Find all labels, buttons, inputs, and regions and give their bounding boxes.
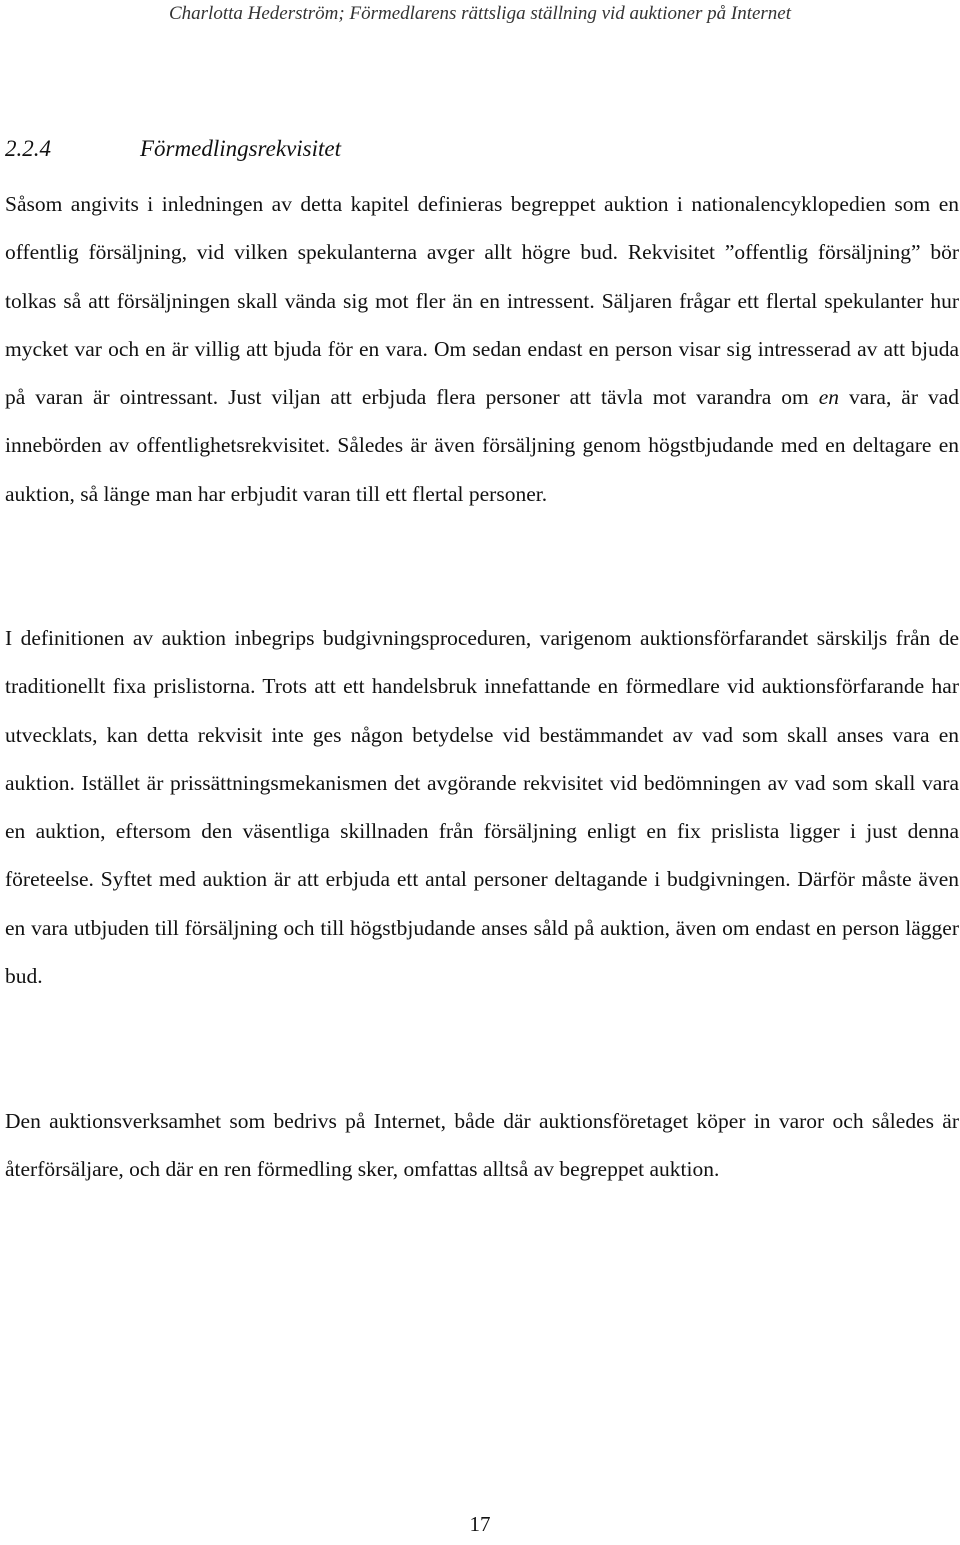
running-header: Charlotta Hederström; Förmedlarens rättsliga ställning vid auktioner på Internet [168, 3, 792, 24]
emphasized-word: en [818, 385, 840, 410]
paragraph-text: Såsom angivits i inledningen av detta kapitel definieras begreppet auktion i nationalencyklopedien som en offentlig försäljning, vid vilken spekulanterna avger allt högre bud. Rekvisitet ”offentlig försäljning” bör tolkas så att försäljningen skall vända sig mot fler än en intressent. Säljaren frågar ett flertal spekulanter hur mycket var och en är villig att bjuda för en vara. Om sedan endast en person visar sig intresserad av att bjuda på varan är ointressant. Just viljan att erbjuda flera personer att tävla mot varandra om [5, 192, 959, 410]
section-number: 2.2.4 [5, 136, 51, 161]
section-heading [5, 134, 341, 164]
paragraph-offentlighet [5, 180, 959, 518]
paragraph-text: vara, är vad innebörden av offentlighetsrekvisitet. Således är även försäljning genom högstbjudande med en deltagare en auktion, så länge man har erbjudit varan till ett flertal personer. [5, 385, 959, 506]
paragraph-internet-auktion: Den auktionsverksamhet som bedrivs på Internet, både där auktionsföretaget köper in varor och således är återförsäljare, och där en ren förmedling sker, omfattas alltså av begreppet auktion. [5, 1109, 959, 1182]
page-number: 17 [469, 1512, 491, 1536]
paragraph-budgivning: I definitionen av auktion inbegrips budgivningsproceduren, varigenom auktionsförfarandet särskiljs från de traditionellt fixa prislistorna. Trots att ett handelsbruk innefattande en förmedlare vid auktionsförfarande har utvecklats, kan detta rekvisit inte ges någon betydelse vid bestämmandet av vad som skall anses vara en auktion. Istället är prissättningsmekanismen det avgörande rekvisitet vid bedömningen av vad som skall vara en auktion, eftersom den väsentliga skillnaden från försäljning enligt en fix prislista ligger i just denna företeelse. Syftet med auktion är att erbjuda ett antal personer deltagande i budgivningen. Därför måste även en vara utbjuden till försäljning och till högstbjudande anses såld på auktion, även om endast en person lägger bud. [5, 626, 959, 989]
section-title: Förmedlingsrekvisitet [140, 136, 341, 161]
